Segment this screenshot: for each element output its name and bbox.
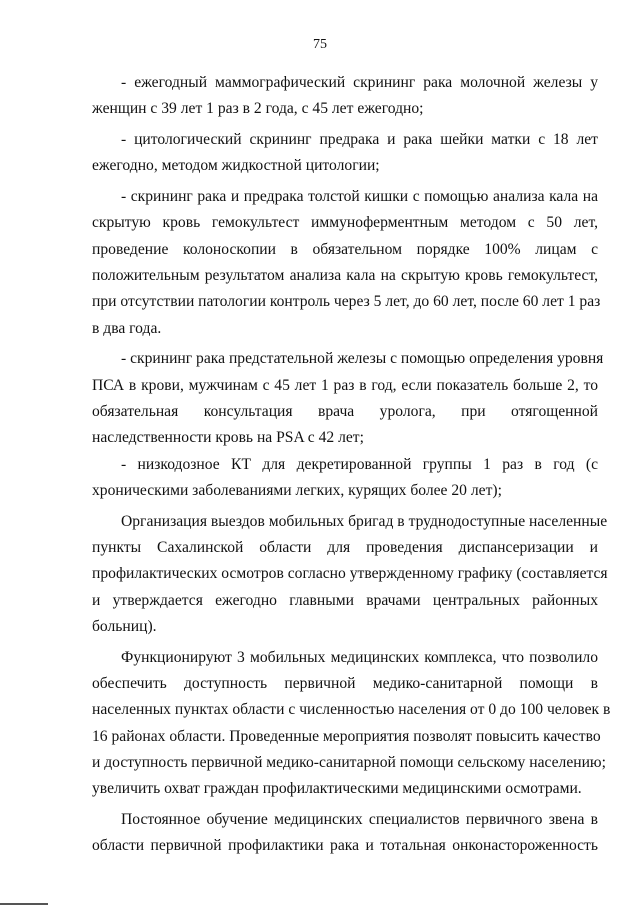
- text-line: Постоянное обучение медицинских специалистов первичного звена в: [121, 811, 598, 829]
- paragraph-training: [92, 807, 598, 860]
- text-line: и доступность первичной медико-санитарной помощи сельскому населению;: [92, 753, 606, 771]
- text-line: - цитологический скрининг предрака и рака шейки матки с 18 лет: [121, 131, 598, 149]
- text-line: - скрининг рака и предрака толстой кишки с помощью анализа кала на: [121, 188, 598, 206]
- text-line: ежегодно, методом жидкостной цитологии;: [92, 157, 380, 175]
- text-line: проведение колоноскопии в обязательном порядке 100% лицам с: [92, 240, 598, 258]
- document-body: [92, 70, 611, 860]
- text-line: обеспечить доступность первичной медико-санитарной помощи в: [92, 675, 598, 693]
- text-line: ПСА в крови, мужчинам с 45 лет 1 раз в год, если показатель больше 2, то: [92, 376, 598, 394]
- paragraph-mammography-screening: [92, 70, 598, 123]
- text-line: Функционируют 3 мобильных медицинских комплекса, что позволило: [121, 648, 598, 666]
- text-line: в два года.: [92, 319, 162, 337]
- paragraph-low-dose-ct: [92, 452, 598, 505]
- text-line: 16 районах области. Проведенные мероприятия позволят повысить качество: [92, 727, 601, 745]
- paragraph-prostate-screening: [92, 346, 604, 451]
- text-line: наследственности кровь на PSA с 42 лет;: [92, 429, 364, 447]
- paragraph-colorectal-screening: [92, 184, 601, 342]
- text-line: и утверждается ежегодно главными врачами центральных районных: [92, 591, 598, 609]
- text-line: - ежегодный маммографический скрининг рака молочной железы у: [121, 74, 598, 91]
- text-line: положительным результатом анализа кала на скрытую кровь гемокультест,: [92, 267, 598, 285]
- text-line: увеличить охват граждан профилактическими медицинскими осмотрами.: [92, 780, 582, 798]
- paragraph-mobile-complexes: [92, 645, 611, 803]
- text-line: - низкодозное КТ для декретированной группы 1 раз в год (с: [121, 455, 598, 473]
- paragraph-mobile-teams: [92, 509, 608, 640]
- text-line: области первичной профилактики рака и тотальная онконастороженность: [92, 837, 598, 855]
- paragraph-cytology-screening: [92, 127, 598, 180]
- text-line: обязательная консультация врача уролога, при отягощенной: [92, 403, 598, 421]
- text-line: населенных пунктах области с численностью населения от 0 до 100 человек в: [92, 701, 611, 719]
- text-line: пункты Сахалинской области для проведения диспансеризации и: [92, 539, 598, 557]
- scan-edge-mark: [0, 903, 48, 905]
- page-number: 75: [313, 37, 327, 52]
- text-line: женщин с 39 лет 1 раз в 2 года, с 45 лет ежегодно;: [92, 100, 424, 118]
- text-line: скрытую кровь гемокультест иммуноферментным методом с 50 лет,: [92, 214, 598, 232]
- text-line: больниц).: [92, 617, 157, 635]
- text-line: профилактических осмотров согласно утвержденному графику (составляется: [92, 565, 608, 583]
- text-line: хроническими заболеваниями легких, курящих более 20 лет);: [92, 481, 502, 499]
- text-line: - скрининг рака предстательной железы с помощью определения уровня: [121, 350, 604, 368]
- text-line: при отсутствии патологии контроль через 5 лет, до 60 лет, после 60 лет 1 раз: [92, 293, 601, 311]
- text-line: Организация выездов мобильных бригад в труднодоступные населенные: [121, 512, 608, 530]
